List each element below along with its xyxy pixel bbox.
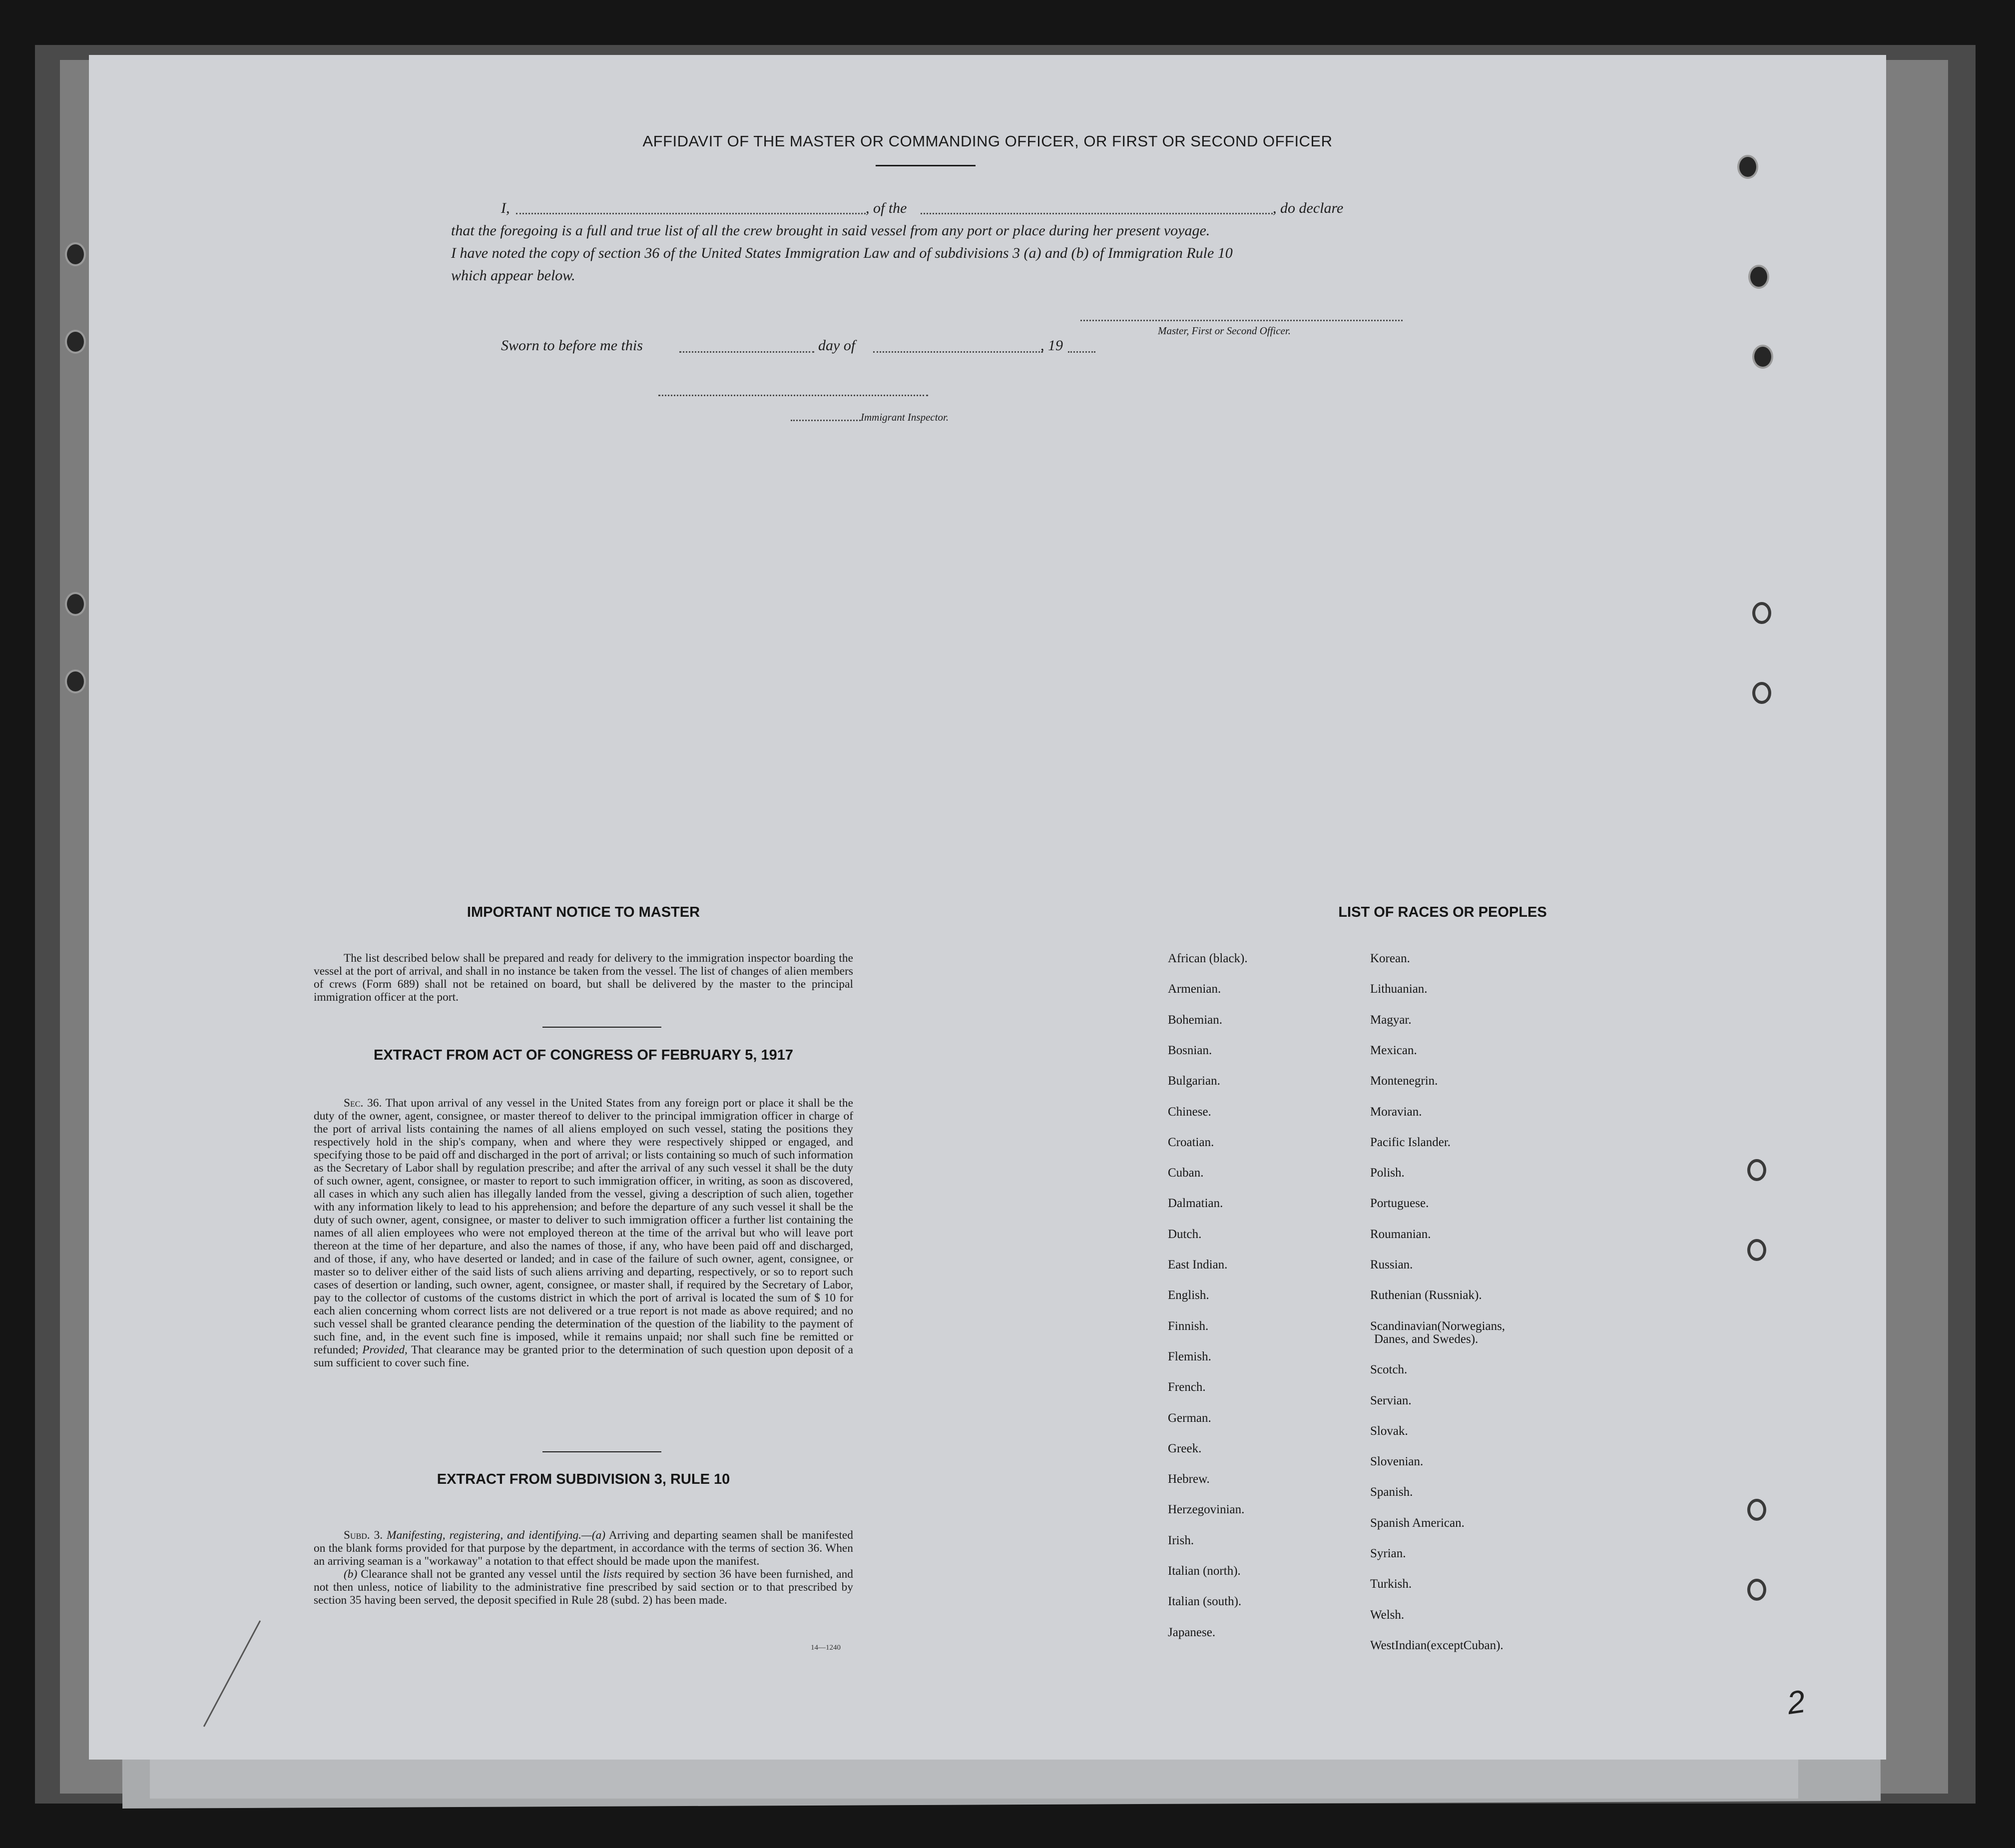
race-item: English.: [1168, 1288, 1209, 1302]
race-item: Slovak.: [1370, 1424, 1408, 1438]
notice-heading: IMPORTANT NOTICE TO MASTER: [467, 904, 700, 920]
form-page: [89, 55, 1886, 1760]
act-text-end: That clearance may be granted prior to the determination of such question upon deposit of a sum sufficient to cover such fine.: [314, 1343, 853, 1369]
punch-hole: [1747, 1239, 1766, 1261]
race-item: Servian.: [1370, 1393, 1412, 1407]
race-item: Syrian.: [1370, 1547, 1406, 1560]
race-item: Roumanian.: [1370, 1227, 1431, 1241]
name-blank[interactable]: [516, 213, 866, 214]
punch-hole: [65, 592, 86, 616]
punch-hole: [65, 669, 86, 693]
race-item: Herzegovinian.: [1168, 1503, 1245, 1517]
heading-rule: [876, 165, 976, 166]
punch-hole: [1737, 155, 1758, 179]
race-item: German.: [1168, 1411, 1211, 1425]
race-item: Ruthenian (Russniak).: [1370, 1288, 1482, 1302]
punch-hole: [1747, 1159, 1766, 1181]
rule-text-a: Arriving and departing seamen shall be manifested on the blank forms provided for that purpose by the department, in accordance with the terms of section 36. When an arriving seaman is a "workaway" a notation to that effect should be made upon the manifest.: [314, 1529, 853, 1568]
race-item: Dalmatian.: [1168, 1197, 1223, 1211]
master-signature-blank[interactable]: [1080, 320, 1403, 321]
master-signature-label: Master, First or Second Officer.: [1158, 325, 1291, 337]
section-rule: [542, 1451, 661, 1452]
notice-text: [314, 952, 853, 1004]
punch-hole: [65, 330, 86, 354]
punch-hole: [1747, 1499, 1766, 1521]
race-item: Italian (south).: [1168, 1595, 1242, 1609]
rule-extract-heading: EXTRACT FROM SUBDIVISION 3, RULE 10: [437, 1471, 730, 1487]
races-left-column: [1168, 952, 1348, 1716]
rule-text-b2: required by section 36 have been furnished, and not then unless, notice of liability to the administrative fine prescribed by said section or to that prescribed by section 35 having been served, the deposit specified in Rule 28 (subd. 2) has been made.: [314, 1568, 853, 1607]
race-item: French.: [1168, 1380, 1206, 1394]
inspector-signature-blank[interactable]: [658, 395, 928, 396]
act-text: That upon arrival of any vessel in the United States from any foreign port or place it shall be the duty of the owner, agent, consignee, or master thereof to deliver to the principal immigration officer in charge of the port of arrival lists containing the names of all aliens employed on such vessel, stating the positions they respectively hold in the ship's company, when and where they were respectively shipped or engaged, and specifying those to be paid off and discharged in the port of arrival; or lists containing so much of such information as the Secretary of Labor shall by regulation prescribe; and after the arrival of any such vessel it shall be the duty of such owner, agent, consignee, or master to report to such immigration officer, in writing, as soon as discovered, all cases in which any such alien has illegally landed from the vessel, giving a description of such alien, together with any information likely to lead to his apprehension; and before the departure of any such vessel it shall be the duty of such owner, agent, consignee, or master to deliver to such immigration officer a further list containing the names of all alien employees who were not employed thereon at the time of the arrival but who will leave port thereon at the time of her departure, and also the names of those, if any, who have been paid off and discharged, and of those, if any, who have deserted or landed; and in case of the failure of such owner, agent, consignee, or master so to deliver either of the said lists of such aliens arriving and departing, respectively, or so to report such cases of desertion or landing, such owner, agent, consignee, or master shall, if required by the Secretary of Labor, pay to the collector of customs of the customs district in which the port of arrival is located the sum of $ 10 for each alien concerning whom correct lists are not delivered or a true report is not made as above required; and no such vessel shall be granted clearance pending the determination of the question of the liability to the payment of such fine, and, in the event such fine is imposed, while it remains unpaid; nor shall such fine be remitted or refunded;: [314, 1097, 853, 1356]
sworn-day-blank[interactable]: [679, 351, 814, 353]
race-item: Hebrew.: [1168, 1472, 1210, 1486]
race-item: Bohemian.: [1168, 1013, 1223, 1027]
punch-hole: [65, 242, 86, 266]
race-item: Flemish.: [1168, 1349, 1211, 1363]
race-item: Slovenian.: [1370, 1455, 1424, 1469]
punch-hole: [1752, 602, 1771, 624]
act-extract-heading: EXTRACT FROM ACT OF CONGRESS OF FEBRUARY 5, 1917: [373, 1047, 794, 1063]
race-item: Finnish.: [1168, 1319, 1209, 1333]
affidavit-line3: I have noted the copy of section 36 of the United States Immigration Law and of subdivisions 3 (a) and (b) of Immigration Rule 10: [451, 245, 1233, 261]
race-item: Irish.: [1168, 1533, 1194, 1547]
affidavit-line2: that the foregoing is a full and true list of all the crew brought in said vessel from any port or place during her present voyage.: [451, 222, 1210, 239]
sworn-year-blank[interactable]: [1068, 351, 1095, 353]
race-item: Polish.: [1370, 1166, 1405, 1180]
punch-hole: [1752, 345, 1773, 369]
rule-text-b1: Clearance shall not be granted any vessel until the: [361, 1568, 600, 1581]
section-rule: [542, 1027, 661, 1028]
race-item: Magyar.: [1370, 1013, 1412, 1027]
inspector-label: Immigrant Inspector.: [861, 411, 949, 423]
race-item: Pacific Islander.: [1370, 1135, 1451, 1149]
sworn-day-of: day of: [818, 337, 856, 354]
race-item: Spanish American.: [1370, 1516, 1465, 1530]
affidavit-of-the: , of the: [866, 200, 907, 216]
race-item: Bulgarian.: [1168, 1074, 1220, 1088]
vessel-blank[interactable]: [921, 213, 1273, 214]
race-item: Cuban.: [1168, 1166, 1204, 1180]
race-item: Japanese.: [1168, 1625, 1216, 1639]
page-number-mark: 2: [1785, 1683, 1808, 1722]
sworn-year: , 19: [1040, 337, 1063, 354]
affidavit-line4: which appear below.: [451, 267, 575, 284]
race-item: Korean.: [1370, 952, 1410, 965]
inspector-signature-blank-2[interactable]: [791, 420, 861, 421]
form-number: 14—1240: [811, 1644, 841, 1652]
race-item: Armenian.: [1168, 982, 1221, 996]
act-extract-text: [314, 1097, 853, 1369]
race-item: Turkish.: [1370, 1577, 1412, 1591]
race-item: Croatian.: [1168, 1135, 1214, 1149]
race-item: Scandinavian(Norwegians,: [1370, 1319, 1506, 1333]
race-item: Italian (north).: [1168, 1564, 1241, 1578]
race-item: WestIndian(exceptCuban).: [1370, 1638, 1504, 1652]
race-item: African (black).: [1168, 952, 1248, 965]
race-item: Montenegrin.: [1370, 1074, 1438, 1088]
sworn-month-blank[interactable]: [873, 351, 1043, 353]
provided-label: Provided,: [362, 1343, 408, 1356]
race-item: Welsh.: [1370, 1608, 1405, 1622]
affidavit-declare: , do declare: [1273, 200, 1344, 216]
pencil-stroke: [203, 1620, 261, 1727]
race-item: Spanish.: [1370, 1485, 1413, 1499]
subd-title: Manifesting, registering, and identifying.—(a): [387, 1529, 606, 1542]
race-item: Russian.: [1370, 1258, 1413, 1271]
notice-paragraph: The list described below shall be prepared and ready for delivery to the immigration inspector boarding the vessel at the port of arrival, and shall in no instance be taken from the vessel. The list of changes of alien members of crews (Form 689) shall not be retained on board, but shall be delivered by the master to the principal immigration officer at the port.: [314, 952, 853, 1004]
races-right-column: [1370, 952, 1630, 1716]
race-item: Lithuanian.: [1370, 982, 1428, 996]
race-item: Bosnian.: [1168, 1043, 1212, 1057]
lists-word: lists: [603, 1568, 622, 1581]
race-item: Dutch.: [1168, 1227, 1202, 1241]
sworn-prefix: Sworn to before me this: [501, 337, 643, 354]
race-item: East Indian.: [1168, 1258, 1228, 1271]
race-item: Moravian.: [1370, 1105, 1422, 1119]
race-item: Danes, and Swedes).: [1374, 1332, 1479, 1346]
race-item: Chinese.: [1168, 1105, 1211, 1119]
race-item: Portuguese.: [1370, 1197, 1429, 1211]
punch-hole: [1748, 265, 1769, 289]
punch-hole: [1752, 682, 1771, 704]
race-item: Mexican.: [1370, 1043, 1417, 1057]
race-item: Greek.: [1168, 1441, 1202, 1455]
subd-label: Subd. 3.: [344, 1529, 383, 1542]
b-label: (b): [344, 1568, 358, 1581]
rule-extract-text: [314, 1529, 853, 1607]
races-heading: LIST OF RACES OR PEOPLES: [1338, 904, 1547, 920]
affidavit-i: I,: [501, 200, 510, 216]
sec-label: Sec. 36.: [344, 1097, 382, 1110]
race-item: Scotch.: [1370, 1363, 1408, 1377]
affidavit-heading: AFFIDAVIT OF THE MASTER OR COMMANDING OFFICER, OR FIRST OR SECOND OFFICER: [642, 132, 1333, 150]
punch-hole: [1747, 1579, 1766, 1601]
